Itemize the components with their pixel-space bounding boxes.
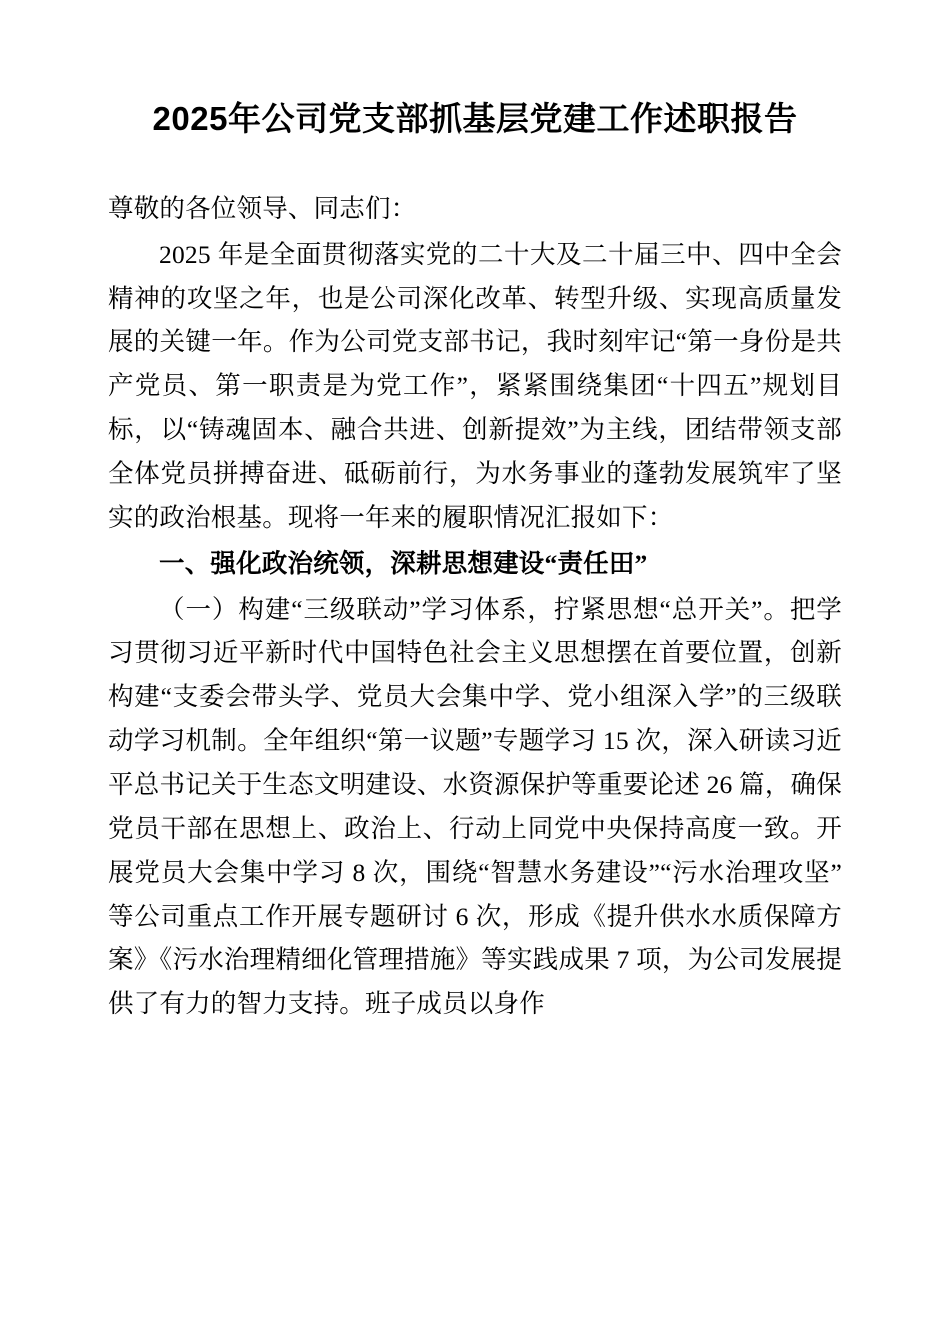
opening-paragraph: 2025 年是全面贯彻落实党的二十大及二十届三中、四中全会精神的攻坚之年，也是公司深化改革、转型升级、实现高质量发展的关键一年。作为公司党支部书记，我时刻牢记“第一身份是共产党员、第一职责是为党工作”，紧紧围绕集团“十四五”规划目标，以“铸魂固本、融合共进、创新提效”为主线，团结带领支部全体党员拼搏奋进、砥砺前行，为水务事业的蓬勃发展筑牢了坚实的政治根基。现将一年来的履职情况汇报如下： <box>108 239 842 532</box>
section-one-body-paragraph: （一）构建“三级联动”学习体系，拧紧思想“总开关”。把学习贯彻习近平新时代中国特色社会主义思想摆在首要位置，创新构建“支委会带头学、党员大会集中学、党小组深入学”的三级联动学习机制。全年组织“第一议题”专题学习 15 次，深入研读习近平总书记关于生态文明建设、水资源保护等重要论述 26 篇，确保党员干部在思想上、政治上、行动上同党中央保持高度一致。开展党员大会集中学习 8 次，围绕“智慧水务建设”“污水治理攻坚”等公司重点工作开展专题研讨 6 次，形成《提升供水水质保障方案》《污水治理精细化管理措施》等实践成果 7 项，为公司发展提供了有力的智力支持。班子成员以身作 <box>108 594 842 1019</box>
salutation-paragraph: 尊敬的各位领导、同志们： <box>108 193 417 223</box>
section-heading-one: 一、强化政治统领，深耕思想建设“责任田” <box>159 548 648 578</box>
page-title: 2025年公司党支部抓基层党建工作述职报告 <box>152 100 798 137</box>
